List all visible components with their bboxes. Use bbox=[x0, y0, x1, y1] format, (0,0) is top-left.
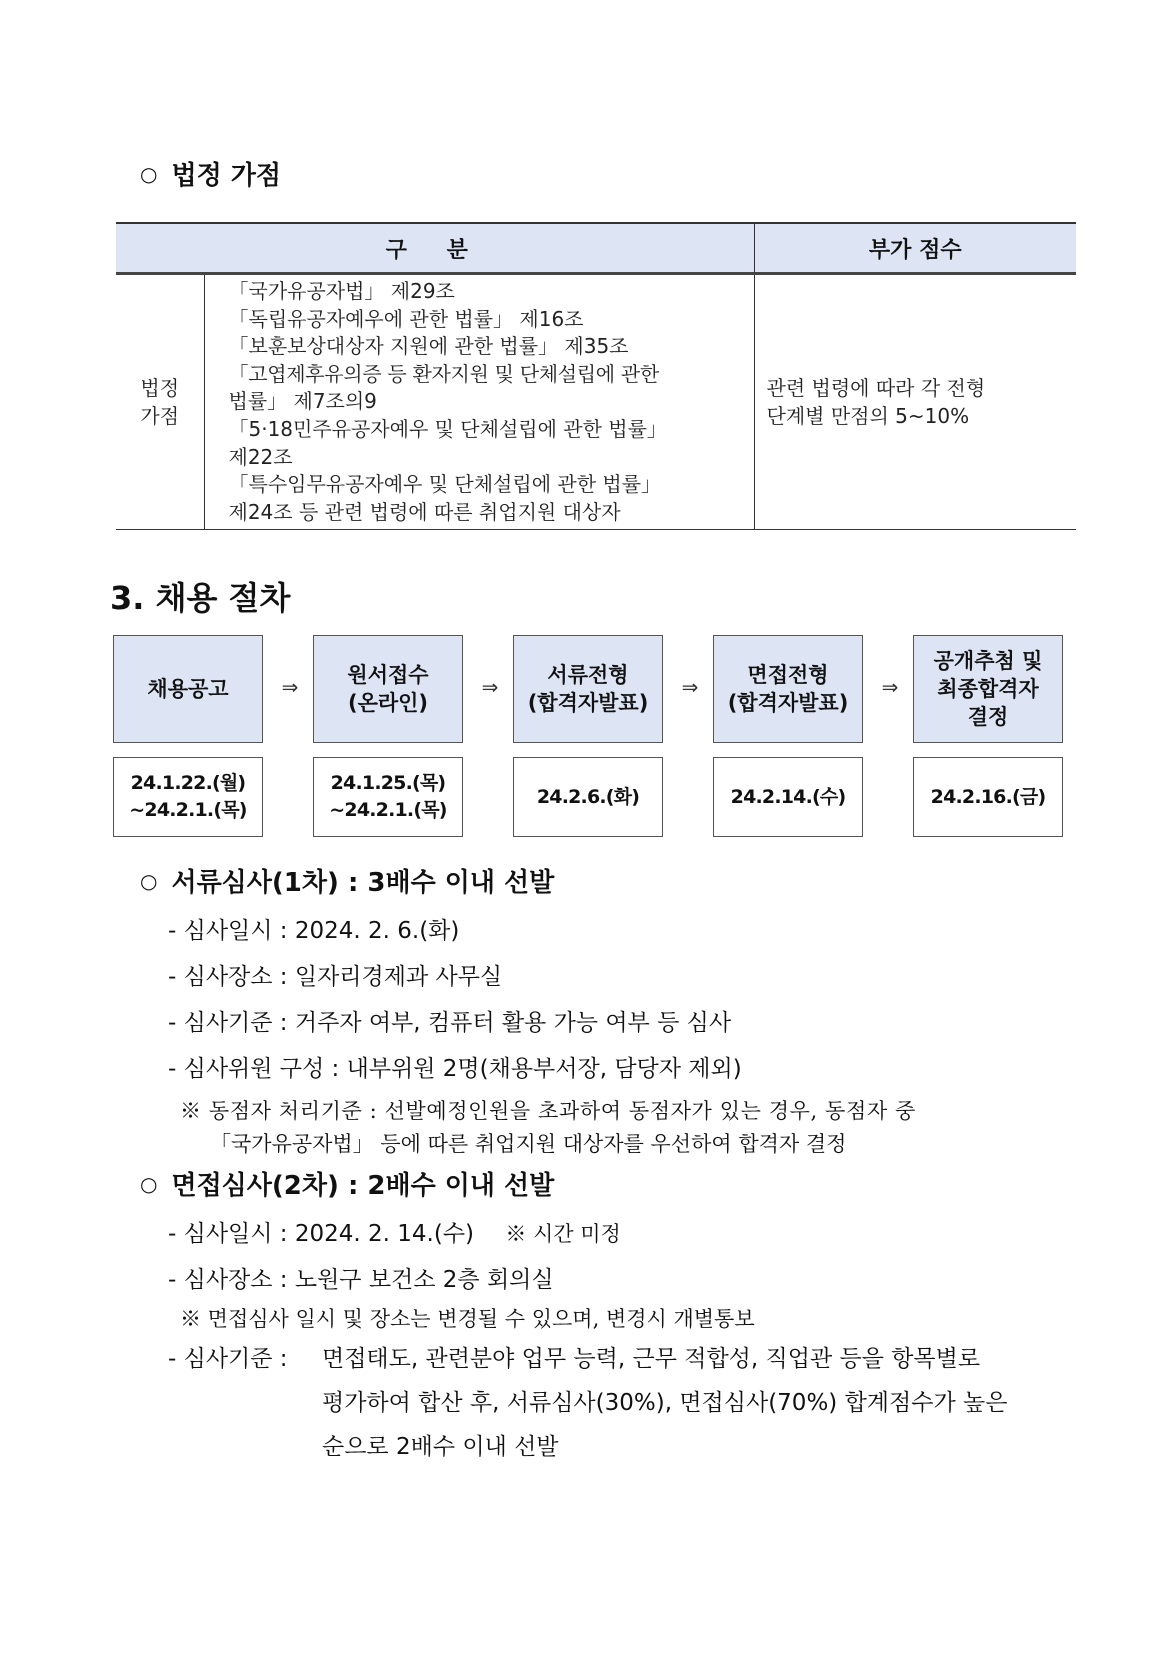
bonus-section-heading bbox=[140, 155, 281, 192]
criteria-line: 평가하여 합산 후, 서류심사(30%), 면접심사(70%) 합계점수가 높은 bbox=[322, 1390, 1008, 1416]
step-label: (합격자발표) bbox=[527, 691, 649, 715]
law-line: 제24조 등 관련 법령에 따른 취업지원 대상자 bbox=[228, 499, 621, 524]
document-review-title: 서류심사(1차) : 3배수 이내 선발 bbox=[171, 868, 555, 898]
step-announcement bbox=[113, 635, 263, 743]
circle-bullet-icon: ○ bbox=[140, 869, 158, 893]
step-document-screening bbox=[513, 635, 663, 743]
date-line: ~24.2.1.(목) bbox=[329, 799, 447, 821]
law-line: 제22조 bbox=[228, 444, 293, 469]
step-label: 공개추첨 및 bbox=[933, 649, 1043, 673]
law-line: 「특수임무유공자예우 및 단체설립에 관한 법률」 bbox=[228, 472, 662, 497]
step-label: 결정 bbox=[967, 705, 1009, 729]
date-line: 24.2.6.(화) bbox=[536, 785, 640, 808]
arrow-right-icon: ⇒ bbox=[881, 675, 899, 699]
procedure-title: 3. 채용 절차 bbox=[110, 579, 291, 617]
step-label: 면접전형 bbox=[747, 663, 829, 687]
interview-review-heading bbox=[140, 1165, 554, 1202]
points-line: 관련 법령에 따라 각 전형 bbox=[766, 376, 986, 401]
interview-date-item bbox=[168, 1215, 621, 1248]
points-cell bbox=[754, 274, 1076, 530]
table-row bbox=[116, 274, 1076, 530]
step-label: 서류전형 bbox=[547, 663, 629, 687]
header-category: 구 분 bbox=[116, 223, 754, 274]
date-line: ~24.2.1.(목) bbox=[129, 799, 247, 821]
review-item: - 심사장소 : 일자리경제과 사무실 bbox=[168, 964, 503, 990]
law-line: 「5·18민주유공자예우 및 단체설립에 관한 법률」 bbox=[228, 416, 667, 441]
bonus-points-table bbox=[116, 222, 1076, 530]
step-date bbox=[513, 757, 663, 837]
step-interview bbox=[713, 635, 863, 743]
law-line: 「고엽제후유의증 등 환자지원 및 단체설립에 관한 bbox=[228, 361, 659, 386]
category-line: 법정 bbox=[140, 376, 180, 401]
circle-bullet-icon: ○ bbox=[140, 162, 158, 186]
review-item: - 심사일시 : 2024. 2. 6.(화) bbox=[168, 918, 460, 944]
criteria-line: 면접태도, 관련분야 업무 능력, 근무 적합성, 직업관 등을 항목별로 bbox=[322, 1346, 981, 1372]
tie-break-note: 「국가유공자법」 등에 따른 취업지원 대상자를 우선하여 합격자 결정 bbox=[210, 1132, 847, 1156]
step-label: (온라인) bbox=[347, 691, 429, 715]
date-line: 24.2.14.(수) bbox=[730, 785, 846, 808]
date-line: 24.1.22.(월) bbox=[130, 772, 246, 794]
step-date bbox=[913, 757, 1063, 837]
date-line: 24.2.16.(금) bbox=[930, 785, 1046, 808]
criteria-line: 순으로 2배수 이내 선발 bbox=[322, 1434, 559, 1460]
document-review-heading bbox=[140, 862, 554, 899]
law-line: 법률」 제7조의9 bbox=[228, 389, 377, 414]
step-application bbox=[313, 635, 463, 743]
step-date bbox=[713, 757, 863, 837]
table-header-row bbox=[116, 223, 1076, 274]
step-label: (합격자발표) bbox=[727, 691, 849, 715]
arrow-right-icon: ⇒ bbox=[481, 675, 499, 699]
interview-review-title: 면접심사(2차) : 2배수 이내 선발 bbox=[171, 1171, 555, 1201]
law-line: 「독립유공자예우에 관한 법률」 제16조 bbox=[228, 306, 584, 331]
step-date bbox=[113, 757, 263, 837]
header-points: 부가 점수 bbox=[754, 223, 1076, 274]
circle-bullet-icon: ○ bbox=[140, 1172, 158, 1196]
interview-place-item: - 심사장소 : 노원구 보건소 2층 회의실 bbox=[168, 1267, 554, 1293]
step-label: 원서접수 bbox=[347, 663, 429, 687]
arrow-right-icon: ⇒ bbox=[681, 675, 699, 699]
interview-date: - 심사일시 : 2024. 2. 14.(수) bbox=[168, 1221, 475, 1247]
arrow-right-icon: ⇒ bbox=[281, 675, 299, 699]
step-date bbox=[313, 757, 463, 837]
step-label: 최종합격자 bbox=[937, 677, 1039, 701]
step-label: 채용공고 bbox=[147, 677, 229, 701]
criteria-label: - 심사기준 : bbox=[168, 1346, 288, 1372]
tie-break-note: ※ 동점자 처리기준 : 선발예정인원을 초과하여 동점자가 있는 경우, 동점자 중 bbox=[180, 1099, 916, 1123]
category-cell bbox=[116, 274, 204, 530]
step-final-decision bbox=[913, 635, 1063, 743]
change-notice-note: ※ 면접심사 일시 및 장소는 변경될 수 있으며, 변경시 개별통보 bbox=[180, 1307, 755, 1331]
points-line: 단계별 만점의 5~10% bbox=[766, 404, 970, 429]
law-line: 「보훈보상대상자 지원에 관한 법률」 제35조 bbox=[228, 334, 629, 359]
review-item: - 심사기준 : 거주자 여부, 컴퓨터 활용 가능 여부 등 심사 bbox=[168, 1010, 732, 1036]
date-line: 24.1.25.(목) bbox=[330, 772, 446, 794]
laws-cell bbox=[204, 274, 754, 530]
time-tbd-note: ※ 시간 미정 bbox=[505, 1222, 621, 1246]
review-item: - 심사위원 구성 : 내부위원 2명(채용부서장, 담당자 제외) bbox=[168, 1056, 742, 1082]
category-line: 가점 bbox=[140, 404, 180, 429]
bonus-section-title: 법정 가점 bbox=[171, 161, 281, 191]
law-line: 「국가유공자법」 제29조 bbox=[228, 279, 455, 303]
